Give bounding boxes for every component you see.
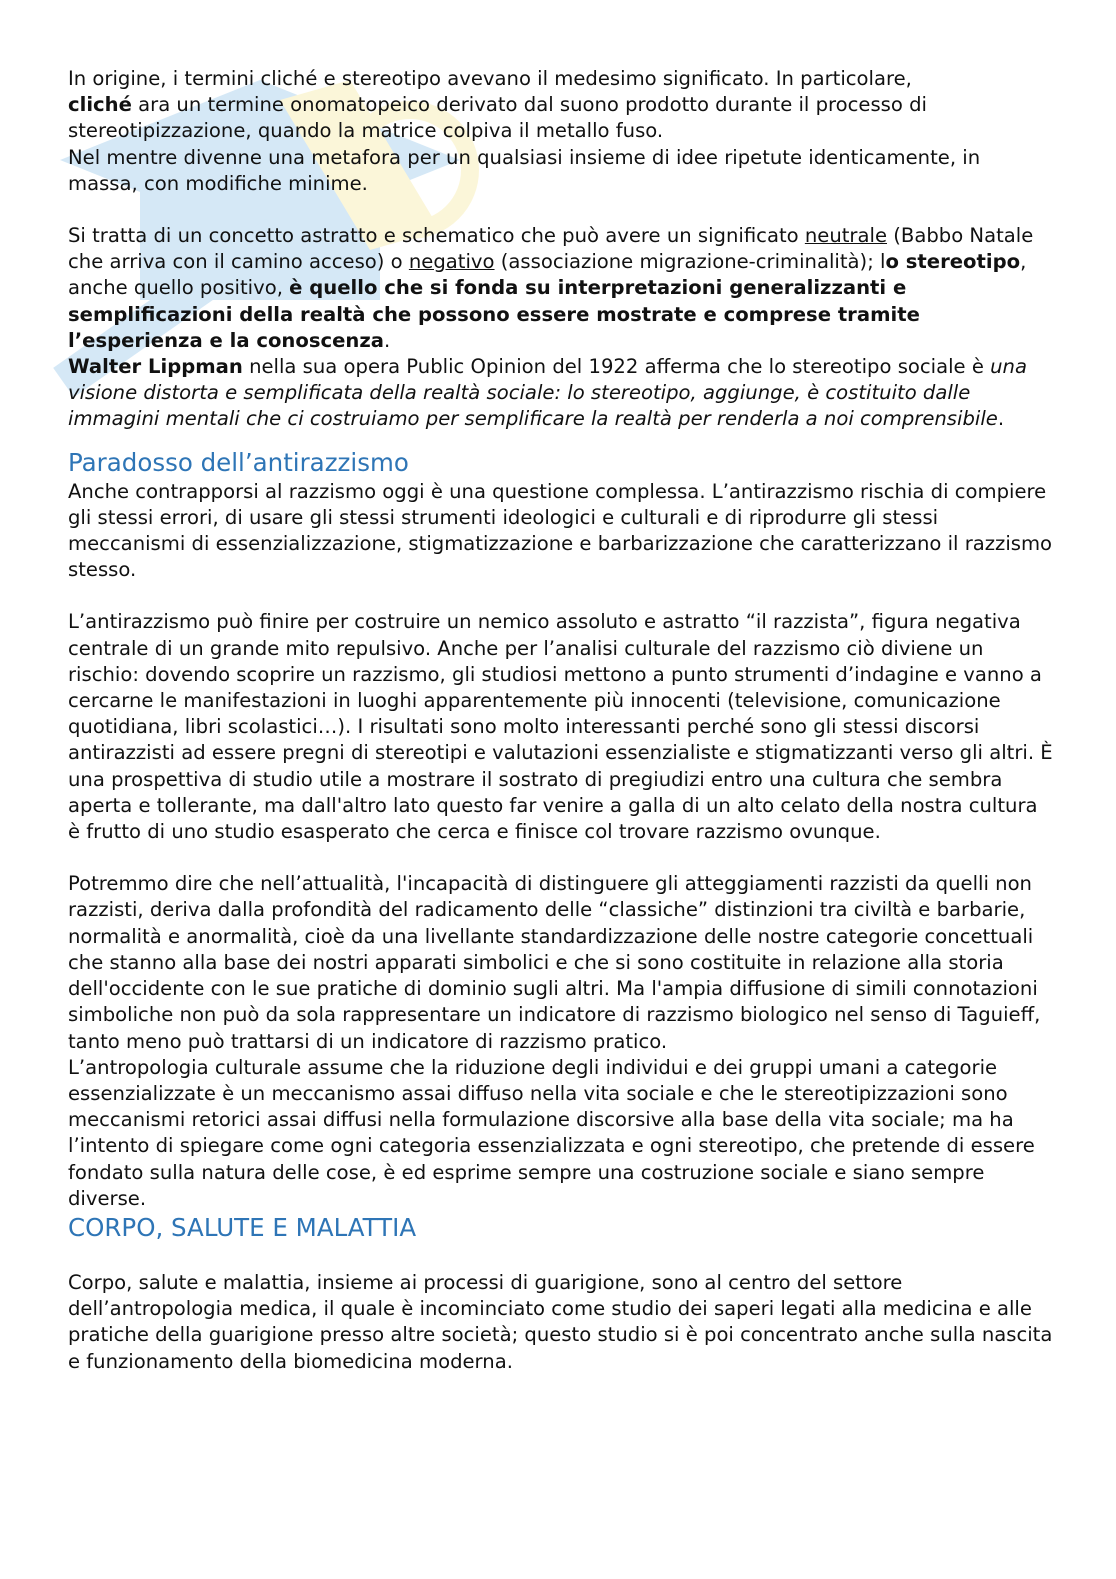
paragraph-lippman [68, 354, 1053, 433]
text-span: Si tratta di un concetto astratto e schematico che può avere un significato [68, 224, 805, 248]
bold-definition: è quello che si fonda su interpretazioni generalizzanti e semplificazioni della realtà che possono essere mostrate e comprese tramite l’esperienza e la conoscenza [68, 276, 920, 352]
italic-quote: una visione distorta e semplificata della realtà sociale: lo stereotipo, aggiunge, è costituito dalle immagini mentali che ci costruiamo per semplificare la realtà per renderla a noi comprensibile [68, 355, 1027, 431]
text-span: In origine, i termini cliché e stereotipo avevano il medesimo significato. In particolare, [68, 67, 912, 90]
paragraph-antropologia-culturale: L’antropologia culturale assume che la riduzione degli individui e dei gruppi umani a categorie essenzializzate è un meccanismo assai diffuso nella vita sociale e che le stereotipizzazioni sono meccanismi retorici assai diffusi nella formulazione discorsive alla base della vita sociale; ma ha l’intento di spiegare come ogni categoria essenzializzata e ogni stereotipo, che pretende di essere fondato sulla natura delle cose, è ed esprime sempre una costruzione sociale e siano sempre diverse. [68, 1055, 1035, 1210]
bold-term-cliche: cliché [68, 93, 132, 117]
paragraph-cliche-origin [68, 66, 1053, 145]
text-span: , anche quello positivo, [68, 250, 1027, 300]
paragraph-antropologia-medica: Corpo, salute e malattia, insieme ai processi di guarigione, sono al centro del settore dell’antropologia medica, il quale è incominciato come studio dei saperi legati alla medicina e alle pratiche della guarigione presso altre società; questo studio si è poi concentrato anche sulla nascita e funzionamento della biomedicina moderna. [68, 1270, 1053, 1373]
bold-text: o stereotipo [885, 250, 1021, 274]
text-span: ara un termine onomatopeico derivato dal suono prodotto durante il processo di stereotipizzazione, quando la matrice colpiva il metallo fuso. [68, 93, 927, 143]
paragraph-metaphor: Nel mentre divenne una metafora per un qualsiasi insieme di idee ripetute identicamente, in massa, con modifiche minime. [68, 145, 981, 195]
document-page [68, 66, 1053, 1375]
text-span: (associazione migrazione-criminalità); l [494, 250, 886, 274]
paragraph-attualita: Potremmo dire che nell’attualità, l'incapacità di distinguere gli atteggiamenti razzisti da quelli non razzisti, deriva dalla profondità del radicamento delle “classiche” distinzioni tra civiltà e barbarie, normalità e anormalità, cioè da una livellante standardizzazione delle nostre categorie concettuali che stanno alla base dei nostri apparati simbolici e che si sono costituite in relazione alla storia dell'occidente con le sue pratiche di dominio sugli altri. Ma l'ampia diffusione di simili connotazioni simboliche non può da sola rappresentare un indicatore di razzismo biologico nel senso di Taguieff, tanto meno può trattarsi di un indicatore di razzismo pratico. [68, 872, 1041, 1053]
heading-paradosso-antirazzismo: Paradosso dell’antirazzismo [68, 447, 409, 477]
text-span: . [384, 328, 391, 352]
bold-author-name: Walter Lippman [68, 355, 243, 379]
paragraph-stereotype-concept [68, 223, 1053, 354]
underlined-term-negative: negativo [408, 250, 495, 274]
text-span: nella sua opera Public Opinion del 1922 afferma che lo stereotipo sociale è [242, 355, 991, 379]
text-span: (Babbo Natale che arriva con il camino acceso) o [68, 224, 1034, 274]
text-span: . [997, 407, 1005, 431]
underlined-term-neutral: neutrale [804, 224, 887, 248]
paragraph-antirazzismo-nemico: L’antirazzismo può finire per costruire un nemico assoluto e astratto “il razzista”, figura negativa centrale di un grande mito repulsivo. Anche per l’analisi culturale del razzismo ciò diviene un rischio: dovendo scoprire un razzismo, gli studiosi mettono a punto strumenti d’indagine e vanno a cercarne le manifestazioni in luoghi apparentemente più innocenti (televisione, comunicazione quotidiana, libri scolastici…). I risultati sono molto interessanti perché sono gli stessi discorsi antirazzisti ad essere pregni di stereotipi e valutazioni essenzialiste e stigmatizzanti verso gli altri. È una prospettiva di studio utile a mostrare il sostrato di pregiudizi entro una cultura che sembra aperta e tollerante, ma dall'altro lato questo far venire a galla di un alto celato della nostra cultura è frutto di uno studio esasperato che cerca e finisce col trovare razzismo ovunque. [68, 610, 1053, 844]
paragraph-antirazzismo-intro: Anche contrapporsi al razzismo oggi è una questione complessa. L’antirazzismo rischia di compiere gli stessi errori, di usare gli stessi strumenti ideologici e culturali e di riprodurre gli stessi meccanismi di essenzializzazione, stigmatizzazione e barbarizzazione che caratterizzano il razzismo stesso. [68, 479, 1053, 582]
heading-corpo-salute-malattia: CORPO, SALUTE E MALATTIA [68, 1212, 417, 1242]
